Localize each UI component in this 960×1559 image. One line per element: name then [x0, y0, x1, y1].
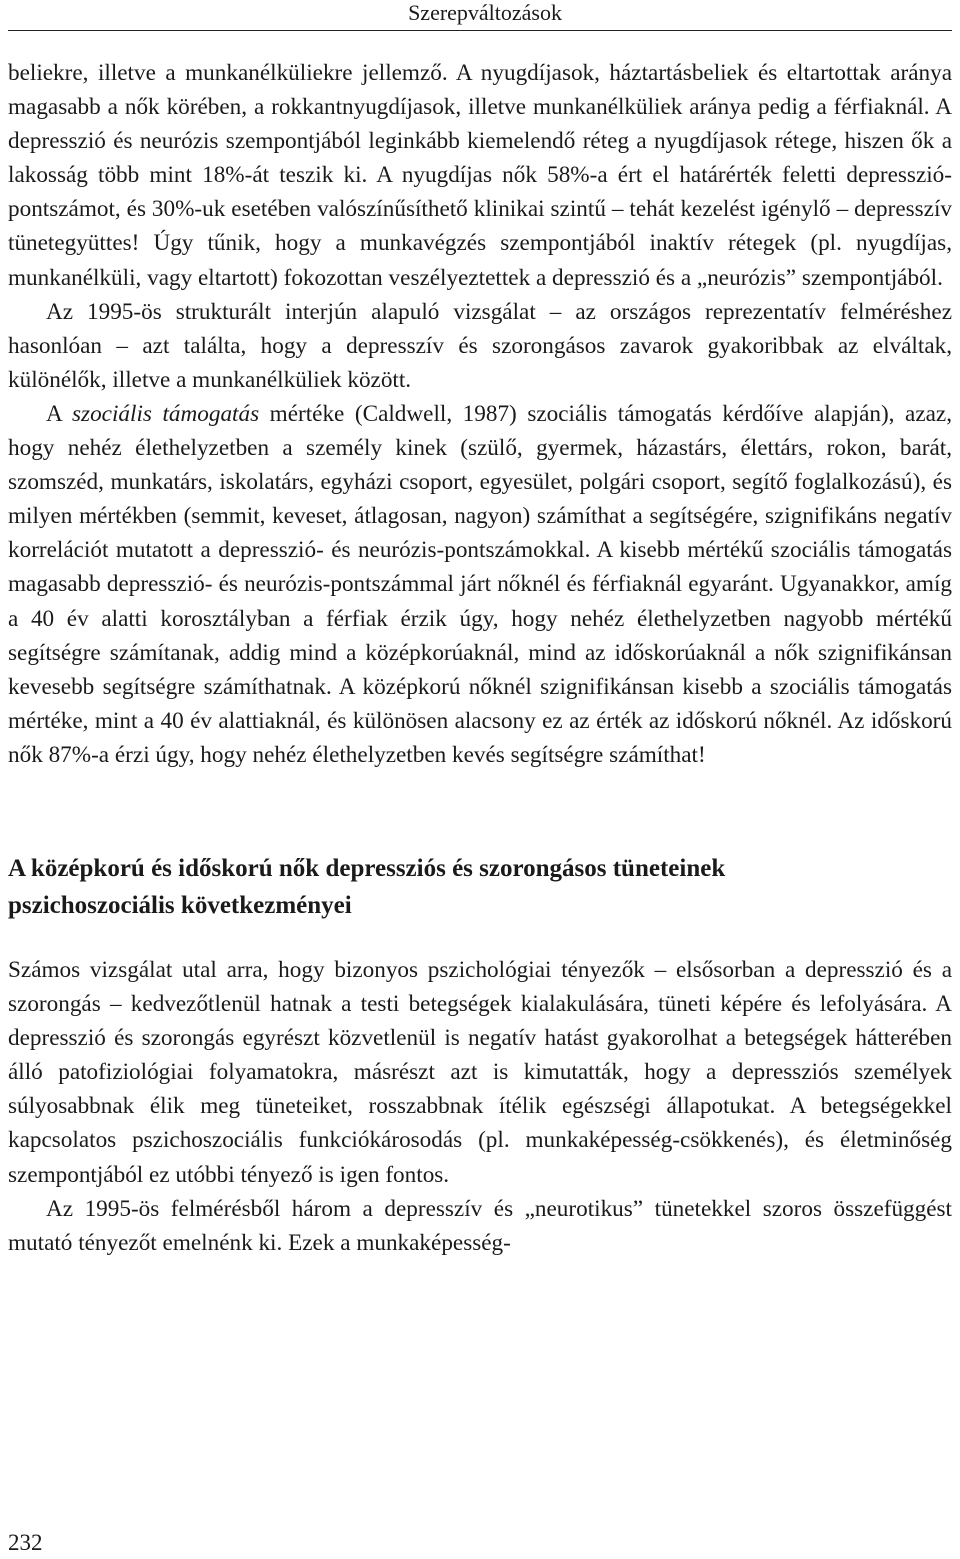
paragraph-2: Az 1995-ös strukturált interjún alapuló vizsgálat – az országos reprezentatív felméréshez hasonlóan – azt találta, hogy a depresszív és szorongásos zavarok gyakoribbak az elváltak, különélők, illetve a munkanélküliek között. — [8, 298, 952, 393]
section-heading-line-1: A középkorú és időskorú nők depressziós és szorongásos tüneteinek — [8, 854, 726, 882]
paragraph-3-lead: A — [46, 400, 73, 427]
page-number: 232 — [8, 1530, 43, 1555]
paragraph-5: Az 1995-ös felmérésből három a depresszív és „neurotikus” tünetekkel szoros összefüggést mutató tényezőt emelnénk ki. Ezek a munkaképesség- — [8, 1195, 952, 1256]
paragraph-3 — [8, 397, 952, 772]
running-header: Szerepváltozások — [408, 0, 562, 25]
paragraph-3-body: mértéke (Caldwell, 1987) szociális támogatás kérdőíve alapján), azaz, hogy nehéz élethelyzetben a személy kinek (szülő, gyermek, házastárs, élettárs, rokon, barát, szomszéd, munkatárs, iskolatárs, egyházi csoport, egyesület, polgári csoport, segítő foglalkozású), és milyen mértékben (semmit, keveset, átlagosan, nagyon) számíthat a segítségére, szignifikáns negatív korrelációt mutatott a depresszió- és neurózis-pontszámokkal. A kisebb mértékű szociális támogatás magasabb depresszió- és neurózis-pontszámmal járt nőknél és férfiaknál egyaránt. Ugyanakkor, amíg a 40 év alatti korosztályban a férfiak érzik úgy, hogy nehéz élethelyzetben nagyobb mértékű segítségre számítanak, addig mind a középkorúaknál, mind az időskorúaknál a nők szignifikánsan kevesebb segítségre számíthatnak. A középkorú nőknél szignifikánsan kisebb a szociális támogatás mértéke, mint a 40 év alattiaknál, és különösen alacsony ez az érték az időskorú nőknél. Az időskorú nők 87%-a érzi úgy, hogy nehéz élethelyzetben kevés segítségre számíthat! — [8, 400, 952, 768]
section-heading — [8, 850, 952, 924]
paragraph-4: Számos vizsgálat utal arra, hogy bizonyos pszichológiai tényezők – elsősorban a depresszió és a szorongás – kedvezőtlenül hatnak a testi betegségek kialakulására, tüneti képére és lefolyására. A depresszió és szorongás egyrészt közvetlenül is negatív hatást gyakorolhat a betegségek hátterében álló patofiziológiai folyamatokra, másrészt azt is kimutatták, hogy a depressziós személyek súlyosabbnak élik meg tüneteiket, rosszabbnak ítélik egészségi állapotukat. A betegségekkel kapcsolatos pszichoszociális funkciókárosodás (pl. munkaképesség-csökkenés), és életminőség szempontjából ez utóbbi tényező is igen fontos. — [8, 956, 952, 1188]
header-divider — [8, 30, 952, 31]
section-heading-line-2: pszichoszociális következményei — [8, 891, 352, 919]
paragraph-1: beliekre, illetve a munkanélküliekre jellemző. A nyugdíjasok, háztartásbeliek és eltartottak aránya magasabb a nők körében, a rokkantnyugdíjasok, illetve munkanélküliek aránya pedig a férfiaknál. A depresszió és neurózis szempontjából leginkább kiemelendő réteg a nyugdíjasok rétege, hiszen ők a lakosság több mint 18%-át teszik ki. A nyugdíjas nők 58%-a ért el határérték feletti depresszió-pontszámot, és 30%-uk esetében valószínűsíthető klinikai szintű – tehát kezelést igénylő – depresszív tünetegyüttes! Úgy tűnik, hogy a munkavégzés szempontjából inaktív rétegek (pl. nyugdíjas, munkanélküli, vagy eltartott) fokozottan veszélyeztettek a depresszió és a „neurózis” szempontjából. — [8, 60, 952, 291]
emphasis-social-support: szociális támogatás — [72, 400, 260, 427]
page-body — [8, 56, 952, 1260]
